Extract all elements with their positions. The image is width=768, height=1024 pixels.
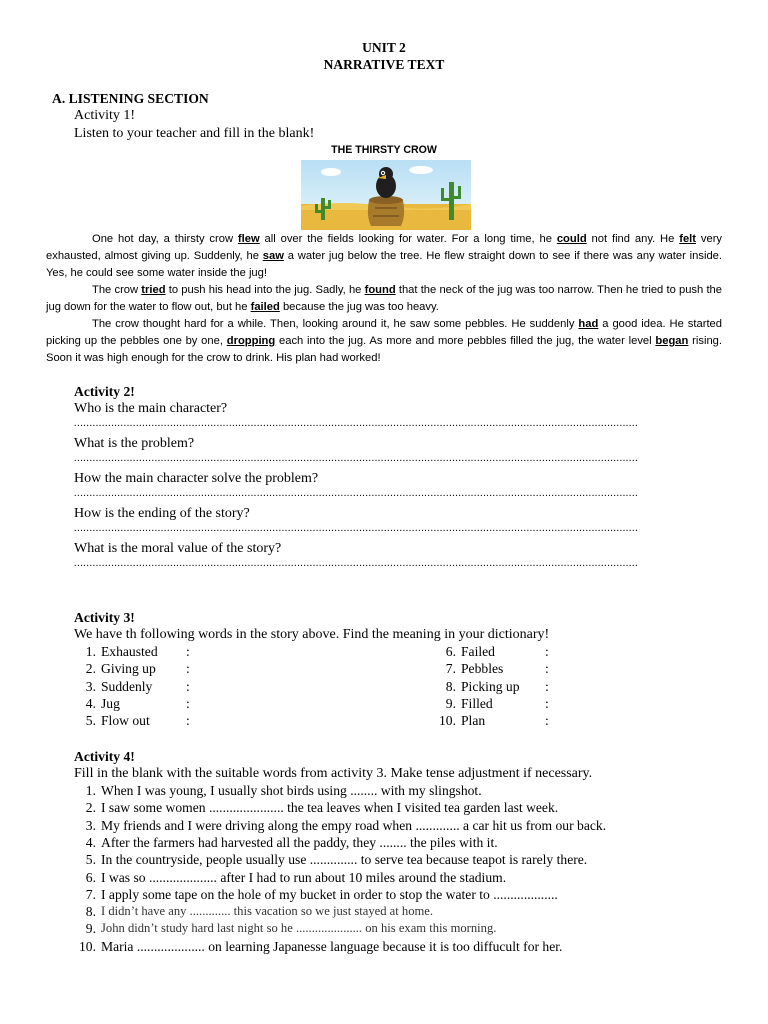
exercise-sentence: I apply some tape on the hole of my bucket in order to stop the water to ................... <box>101 886 558 902</box>
unit-heading: UNIT 2 <box>362 40 406 55</box>
exercise-sentence: John didn’t study hard last night so he ..................... on his exam this morning. <box>101 921 497 936</box>
exercise-sentence: I saw some women ...................... the tea leaves when I visited tea garden last week. <box>101 800 559 816</box>
exercise-sentence: I was so .................... after I had to run about 10 miles around the stadium. <box>101 869 507 885</box>
exercise-sentence: I didn’t have any ............. this vacation so we just stayed at home. <box>101 904 434 919</box>
activity1-title: Activity 1! <box>74 108 136 123</box>
exercise-number: 1. <box>85 783 96 798</box>
vocab-number: 4. <box>85 696 96 711</box>
vocab-number: 10. <box>439 713 456 728</box>
vocab-colon: : <box>186 679 190 694</box>
vocab-number: 3. <box>85 679 96 694</box>
vocab-number: 6. <box>445 644 456 659</box>
exercise-number: 5. <box>85 852 96 868</box>
exercise-number: 4. <box>85 834 96 850</box>
vocab-number: 9. <box>445 696 456 711</box>
story-text <box>46 231 722 367</box>
story-paragraph <box>46 282 722 316</box>
exercise-number: 3. <box>85 817 96 833</box>
question: What is the problem? <box>74 436 195 451</box>
story-title: THE THIRSTY CROW <box>331 144 437 156</box>
story-text-segment: rising. Soon it was high enough for the crow to drink. His plan had worked! <box>46 335 723 364</box>
underlined-verb: failed <box>250 301 280 313</box>
vocab-word: Picking up <box>461 679 520 694</box>
exercise-sentence: In the countryside, people usually use .............. to serve tea because teapot is rarely there. <box>101 852 588 868</box>
exercise-sentence: After the farmers had harvested all the paddy, they ........ the piles with it. <box>101 834 498 850</box>
story-text-segment: One hot day, a thirsty crow <box>92 233 238 245</box>
vocab-word: Exhausted <box>101 644 158 659</box>
underlined-verb: saw <box>262 250 284 262</box>
story-text-segment: very exhausted, almost giving up. Suddenly, he <box>46 233 723 262</box>
story-text-segment: a water jug below the tree. He flew straight down to see if there was any water inside. Yes, he could see some water inside the jug! <box>46 250 722 279</box>
vocab-word: Filled <box>461 696 493 711</box>
page-title: NARRATIVE TEXT <box>323 57 445 72</box>
answer-line: ...................................................................................................................................................................................... <box>74 418 639 429</box>
exercise-sentence: My friends and I were driving along the empy road when ............. a car hit us from our back. <box>101 817 607 833</box>
vocab-colon: : <box>545 661 549 676</box>
activity4-title: Activity 4! <box>74 749 135 764</box>
vocab-colon: : <box>186 696 190 711</box>
story-text-segment: to push his head into the jug. Sadly, he <box>165 284 365 296</box>
vocab-number: 8. <box>445 679 456 694</box>
answer-line: ...................................................................................................................................................................................... <box>74 488 639 499</box>
vocab-colon: : <box>186 713 190 728</box>
underlined-verb: began <box>655 335 689 347</box>
underlined-verb: dropping <box>226 335 276 347</box>
vocab-number: 5. <box>85 713 96 728</box>
activity4-instruction: Fill in the blank with the suitable words from activity 3. Make tense adjustment if necessary. <box>74 766 593 781</box>
exercise-number: 2. <box>85 800 96 816</box>
vocab-colon: : <box>545 644 549 659</box>
activity3-instruction: We have th following words in the story above. Find the meaning in your dictionary! <box>74 627 550 642</box>
underlined-verb: had <box>578 318 599 330</box>
vocab-word: Pebbles <box>461 661 504 676</box>
vocab-number: 2. <box>85 661 96 676</box>
activity1-instruction: Listen to your teacher and fill in the blank! <box>74 126 315 141</box>
underlined-verb: felt <box>679 233 697 245</box>
vocab-number: 1. <box>85 644 96 659</box>
story-text-segment: The crow <box>92 284 142 296</box>
story-paragraph <box>46 316 722 367</box>
vocab-colon: : <box>186 644 190 659</box>
underlined-verb: tried <box>141 284 166 296</box>
question: How the main character solve the problem? <box>74 471 319 486</box>
exercise-sentence: Maria .................... on learning Japanesse language because it is too diffucult for her. <box>101 938 563 954</box>
story-text-segment: each into the jug. As more and more pebbles filled the jug, the water level <box>275 335 656 347</box>
crow-illustration <box>301 160 471 230</box>
vocab-word: Suddenly <box>101 679 153 694</box>
underlined-verb: flew <box>237 233 260 245</box>
vocab-word: Giving up <box>101 661 156 676</box>
vocab-word: Flow out <box>101 713 150 728</box>
vocab-colon: : <box>545 696 549 711</box>
exercise-number: 7. <box>85 886 96 902</box>
vocab-word: Plan <box>461 713 486 728</box>
story-text-segment: not find any. He <box>586 233 680 245</box>
story-text-segment: that the neck of the jug was too narrow. Then he tried to push the jug down for the water to flow out, but he <box>46 284 722 313</box>
vocab-word: Failed <box>461 644 495 659</box>
story-text-segment: all over the fields looking for water. For a long time, he <box>259 233 557 245</box>
answer-line: ...................................................................................................................................................................................... <box>74 453 639 464</box>
exercise-number: 8. <box>85 904 96 920</box>
exercise-number: 10. <box>79 938 96 954</box>
underlined-verb: could <box>556 233 587 245</box>
underlined-verb: found <box>364 284 396 296</box>
exercise-sentence: When I was young, I usually shot birds using ........ with my slingshot. <box>101 783 482 798</box>
question: Who is the main character? <box>74 401 228 416</box>
story-text-segment: The crow thought hard for a while. Then, looking around it, he saw some pebbles. He suddenly <box>92 318 579 330</box>
vocab-number: 7. <box>445 661 456 676</box>
section-heading: A. LISTENING SECTION <box>52 91 209 106</box>
question: What is the moral value of the story? <box>74 541 282 556</box>
story-paragraph <box>46 231 722 282</box>
answer-line: ...................................................................................................................................................................................... <box>74 558 639 569</box>
question: How is the ending of the story? <box>74 506 250 521</box>
activity2-title: Activity 2! <box>74 384 135 399</box>
answer-line: ...................................................................................................................................................................................... <box>74 523 639 534</box>
vocab-word: Jug <box>101 696 120 711</box>
exercise-number: 9. <box>85 921 96 937</box>
vocab-colon: : <box>545 679 549 694</box>
exercise-number: 6. <box>85 869 96 885</box>
story-text-segment: a good idea. He started picking up the pebbles one by one, <box>46 318 723 347</box>
story-text-segment: because the jug was too heavy. <box>279 301 439 313</box>
activity3-title: Activity 3! <box>74 610 135 625</box>
vocab-colon: : <box>186 661 190 676</box>
vocab-colon: : <box>545 713 549 728</box>
